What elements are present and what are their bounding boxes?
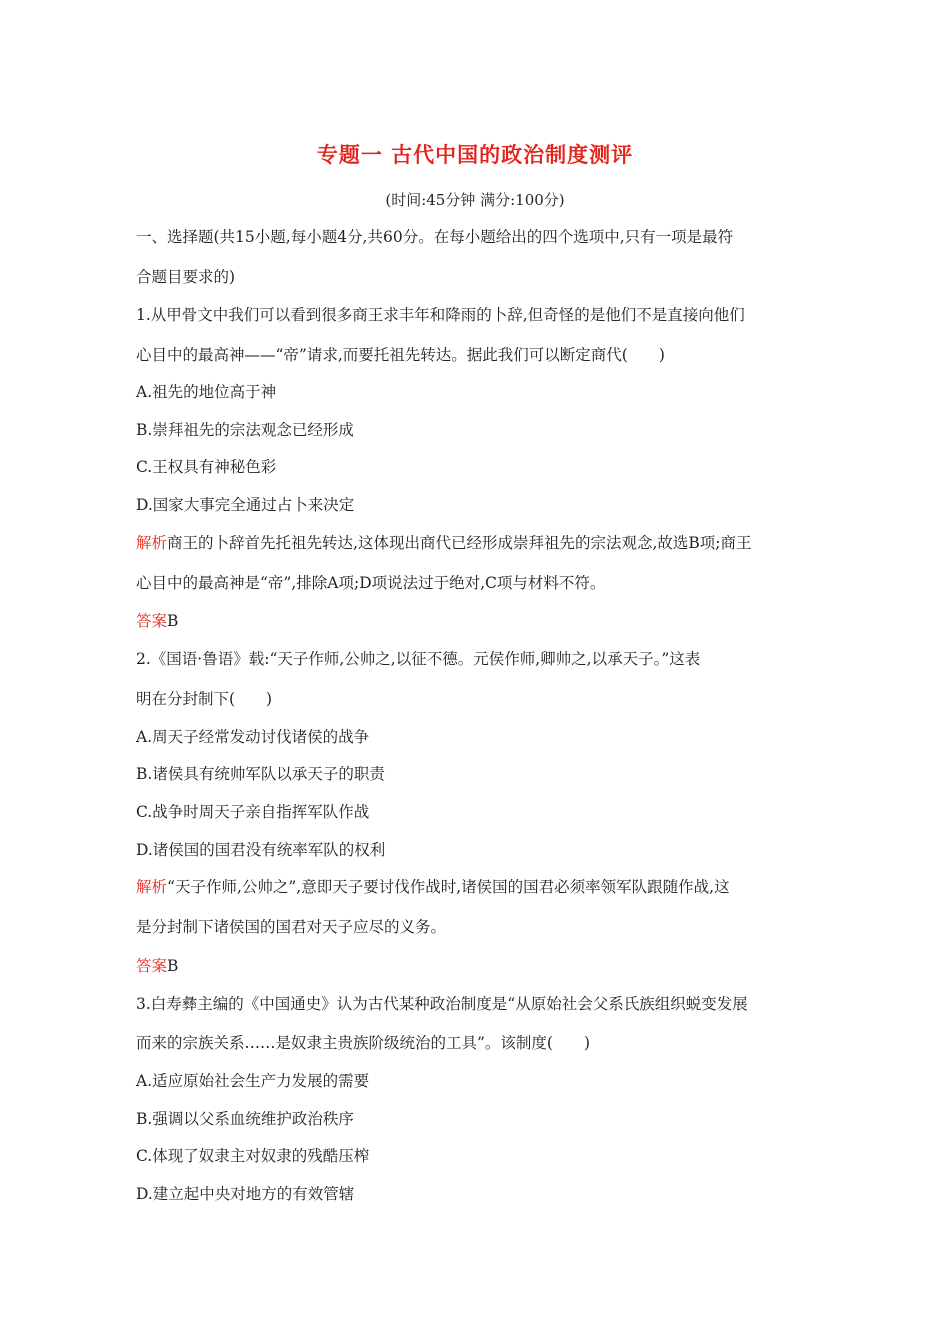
q2-analysis-line-1 (136, 876, 730, 898)
q2-option-c: C.战争时周天子亲自指挥军队作战 (136, 803, 370, 821)
analysis-label: 解析 (136, 534, 168, 552)
q2-stem-line-2: 明在分封制下( ) (136, 690, 273, 708)
q1-option-a: A.祖先的地位高于神 (136, 383, 277, 401)
exam-info: (时间:45分钟 满分:100分) (385, 191, 565, 209)
answer-label: 答案 (136, 957, 168, 975)
section-heading-line-2: 合题目要求的) (136, 268, 236, 286)
section-heading-line-1: 一、选择题(共15小题,每小题4分,共60分。在每小题给出的四个选项中,只有一项是最符 (136, 228, 734, 246)
q1-analysis-line-2: 心目中的最高神是“帝”,排除A项;D项说法过于绝对,C项与材料不符。 (136, 574, 606, 592)
q1-answer (136, 610, 178, 632)
answer-value: B (167, 957, 179, 975)
q1-analysis-line-1 (136, 532, 752, 554)
analysis-text: “天子作师,公帅之”,意即天子要讨伐作战时,诸侯国的国君必须率领军队跟随作战,这 (167, 878, 730, 896)
q1-option-c: C.王权具有神秘色彩 (136, 458, 277, 476)
page-title: 专题一 古代中国的政治制度测评 (316, 143, 634, 167)
q2-answer (136, 955, 178, 977)
q1-option-d: D.国家大事完全通过占卜来决定 (136, 496, 355, 514)
q3-option-d: D.建立起中央对地方的有效管辖 (136, 1185, 355, 1203)
answer-value: B (167, 612, 179, 630)
analysis-text: 商王的卜辞首先托祖先转达,这体现出商代已经形成崇拜祖先的宗法观念,故选B项;商王 (167, 534, 752, 552)
answer-label: 答案 (136, 612, 168, 630)
q1-option-b: B.崇拜祖先的宗法观念已经形成 (136, 421, 354, 439)
q1-stem-line-1: 1.从甲骨文中我们可以看到很多商王求丰年和降雨的卜辞,但奇怪的是他们不是直接向他们 (136, 306, 745, 324)
q3-stem-line-2: 而来的宗族关系……是奴隶主贵族阶级统治的工具”。该制度( ) (136, 1034, 591, 1052)
q2-analysis-line-2: 是分封制下诸侯国的国君对天子应尽的义务。 (136, 918, 447, 936)
q3-option-a: A.适应原始社会生产力发展的需要 (136, 1072, 370, 1090)
q2-option-d: D.诸侯国的国君没有统率军队的权利 (136, 841, 386, 859)
q2-option-b: B.诸侯具有统帅军队以承天子的职责 (136, 765, 385, 783)
q2-stem-line-1: 2.《国语·鲁语》载:“天子作师,公帅之,以征不德。元侯作师,卿帅之,以承天子。”这表 (136, 650, 701, 668)
analysis-label: 解析 (136, 878, 168, 896)
q1-stem-line-2: 心目中的最高神——“帝”请求,而要托祖先转达。据此我们可以断定商代( ) (136, 346, 665, 364)
q3-stem-line-1: 3.白寿彝主编的《中国通史》认为古代某种政治制度是“从原始社会父系氏族组织蜕变发展 (136, 995, 748, 1013)
q2-option-a: A.周天子经常发动讨伐诸侯的战争 (136, 728, 370, 746)
q3-option-b: B.强调以父系血统维护政治秩序 (136, 1110, 354, 1128)
q3-option-c: C.体现了奴隶主对奴隶的残酷压榨 (136, 1147, 370, 1165)
